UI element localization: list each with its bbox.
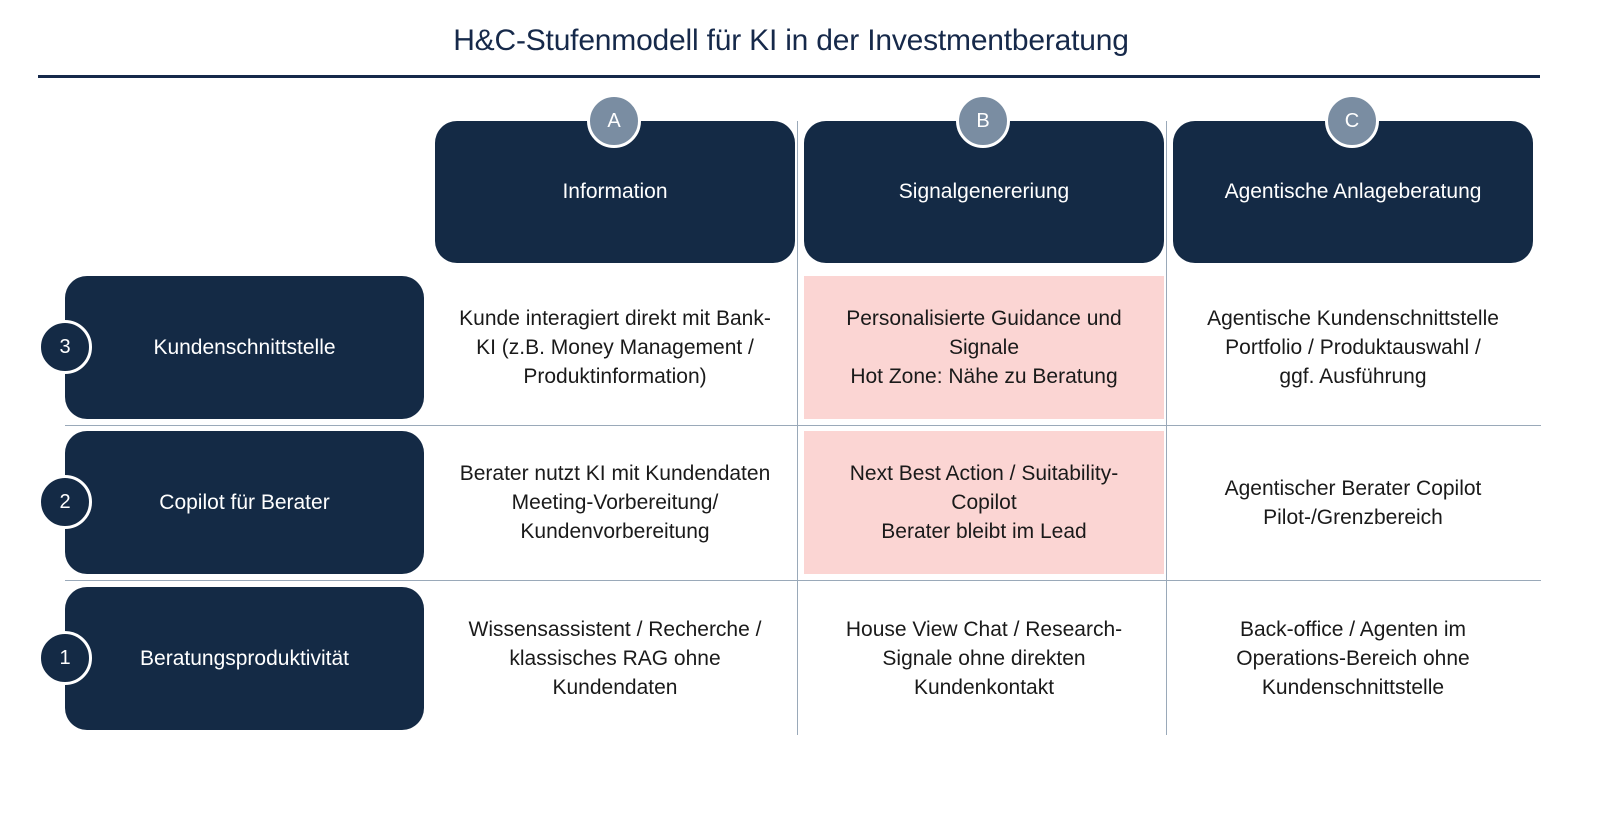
- row-header-label: Kundenschnittstelle: [153, 335, 336, 359]
- title-divider: [38, 75, 1540, 78]
- column-header-label: Information: [562, 180, 668, 203]
- cell-text: Agentischer Berater Copilot Pilot-/Grenzbereich: [1224, 476, 1482, 529]
- page-title: H&C-Stufenmodell für KI in der Investmentberatung: [453, 24, 1129, 57]
- column-divider-b-c: [1166, 121, 1167, 735]
- row-header-label: Beratungsproduktivität: [140, 646, 349, 670]
- column-badge-c: C: [1325, 94, 1379, 148]
- row-badge-2: 2: [38, 475, 92, 529]
- row-divider-2-1: [65, 580, 1541, 581]
- column-badge-b: B: [956, 94, 1010, 148]
- column-badge-a: A: [587, 94, 641, 148]
- row-header-1: [65, 587, 424, 730]
- cell-text: Personalisierte Guidance und Signale Hot Zone: Nähe zu Beratung: [846, 307, 1122, 388]
- row-header-label: Copilot für Berater: [159, 490, 330, 514]
- cell-text: Wissensassistent / Recherche / klassisches RAG ohne Kundendaten: [468, 618, 762, 699]
- column-header-label: Signalgenereriung: [898, 180, 1070, 203]
- row-header-2: [65, 431, 424, 574]
- cell-2-c: [1173, 431, 1533, 574]
- cell-text: Back-office / Agenten im Operations-Bereich ohne Kundenschnittstelle: [1236, 618, 1470, 699]
- row-divider-3-2: [65, 425, 1541, 426]
- cell-text: House View Chat / Research- Signale ohne direkten Kundenkontakt: [845, 618, 1123, 699]
- cell-3-c: [1173, 276, 1533, 419]
- cell-text: Agentische Kundenschnittstelle Portfolio / Produktauswahl / ggf. Ausführung: [1207, 307, 1499, 388]
- row-badge-3: 3: [38, 320, 92, 374]
- row-badge-1: 1: [38, 631, 92, 685]
- cell-text: Next Best Action / Suitability- Copilot Berater bleibt im Lead: [849, 462, 1119, 543]
- cell-3-b-hot-zone: [804, 276, 1164, 419]
- cell-2-a: [435, 431, 795, 574]
- cell-text: Kunde interagiert direkt mit Bank- KI (z.B. Money Management / Produktinformation): [459, 307, 771, 388]
- cell-text: Berater nutzt KI mit Kundendaten Meeting-Vorbereitung/ Kundenvorbereitung: [459, 462, 771, 543]
- cell-1-c: [1173, 587, 1533, 730]
- cell-2-b-hot-zone: [804, 431, 1164, 574]
- column-divider-a-b: [797, 121, 798, 735]
- cell-1-a: [435, 587, 795, 730]
- cell-1-b: [804, 587, 1164, 730]
- column-header-label: Agentische Anlageberatung: [1224, 180, 1482, 203]
- cell-3-a: [435, 276, 795, 419]
- row-header-3: [65, 276, 424, 419]
